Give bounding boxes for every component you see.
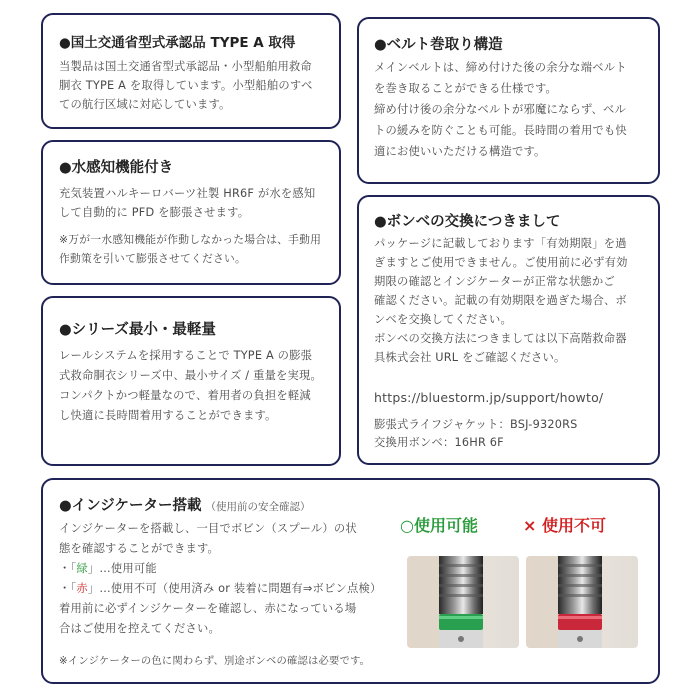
- cylinder-line: 期限の確認とインジケーターが正常な状態かご: [374, 275, 615, 288]
- ok-label: ○使用可能: [400, 516, 478, 535]
- cylinder-line: 確認ください。記載の有効期限を過ぎた場合、ボ: [374, 294, 627, 307]
- indicator-footnote: ※インジケーターの色に関わらず、別途ボンベの確認は必要です。: [59, 655, 371, 667]
- green-prefix: ・「: [59, 562, 77, 575]
- cylinder-spec: [374, 416, 578, 452]
- water-sensor-body: [59, 184, 315, 222]
- belt-title: ●ベルト巻取り構造: [374, 37, 503, 53]
- indicator-photo-green: [407, 556, 519, 648]
- lightweight-body: [59, 346, 322, 426]
- indicator-red-line: [59, 579, 382, 599]
- lightweight-title: ●シリーズ最小・最軽量: [59, 322, 216, 338]
- indicator-card: [41, 478, 660, 684]
- indicator-body: [59, 519, 382, 639]
- indicator-line: インジケーターを搭載し、一目でボビン（スプール）の状: [59, 522, 357, 535]
- cylinder-title: ●ボンベの交換につきまして: [374, 214, 561, 230]
- indicator-green-line: [59, 559, 382, 579]
- lightweight-line: 式救命胴衣シリーズ中、最小サイズ / 重量を実現。: [59, 369, 323, 382]
- cylinder-spec-line: 交換用ボンベ：16HR 6F: [374, 436, 504, 449]
- red-suffix: 」…使用不可（使用済み or 装着に問題有⇒ボビン点検）: [87, 582, 382, 595]
- lightweight-line: レールシステムを採用することで TYPE A の膨張: [59, 349, 313, 362]
- type-a-title: ●国土交通省型式承認品 TYPE A 取得: [59, 35, 296, 51]
- type-a-body: [59, 57, 313, 114]
- cylinder-card: [357, 195, 660, 465]
- belt-line: 締め付け後の余分なベルトが邪魔にならず、ベル: [374, 103, 627, 116]
- water-sensor-line: して自動的に PFD を膨張させます。: [59, 206, 250, 219]
- water-sensor-card: [41, 140, 341, 285]
- water-sensor-line: 充気装置ハルキーロバーツ社製 HR6F が水を感知: [59, 187, 316, 200]
- belt-line: トの緩みを防ぐことも可能。長時間の着用でも快: [374, 124, 627, 137]
- lightweight-card: [41, 296, 341, 466]
- cylinder-line: ぎますとご使用できません。ご使用前に必ず有効: [374, 256, 628, 269]
- red-prefix: ・「: [59, 582, 77, 595]
- support-url-link[interactable]: https://bluestorm.jp/support/howto/: [374, 390, 604, 405]
- lightweight-line: コンパクトかつ軽量なので、着用者の負担を軽減: [59, 389, 311, 402]
- green-word: 緑: [76, 562, 88, 575]
- type-a-line: 胴衣 TYPE A を取得しています。小型船舶のすべ: [59, 79, 313, 92]
- green-suffix: 」…使用可能: [87, 562, 157, 575]
- cylinder-body: [374, 234, 628, 367]
- lightweight-line: し快適に長時間着用することができます。: [59, 409, 277, 422]
- water-sensor-title: ●水感知機能付き: [59, 160, 174, 176]
- belt-body: [374, 57, 627, 162]
- belt-line: メインベルトは、締め付けた後の余分な端ベルト: [374, 61, 627, 74]
- indicator-line: 着用前に必ずインジケーターを確認し、赤になっている場: [59, 602, 357, 615]
- indicator-title-text: ●インジケーター搭載: [59, 498, 202, 514]
- indicator-title: [59, 494, 311, 515]
- indicator-line: 合はご使用を控えてください。: [59, 622, 220, 635]
- red-word: 赤: [76, 582, 88, 595]
- water-sensor-note: [59, 230, 321, 268]
- indicator-title-note: （使用前の安全確認）: [205, 501, 311, 513]
- type-a-line: ての航行区域に対応しています。: [59, 98, 231, 111]
- belt-line: 適にお使いいただける構造です。: [374, 145, 546, 158]
- cylinder-spec-line: 膨張式ライフジャケット：BSJ-9320RS: [374, 418, 578, 431]
- indicator-photo-red: [526, 556, 638, 648]
- belt-line: を巻き取ることができる仕様です。: [374, 82, 558, 95]
- cylinder-green-image: [407, 556, 519, 648]
- cylinder-red-image: [526, 556, 638, 648]
- cylinder-line: ンベを交換してください。: [374, 313, 512, 326]
- water-sensor-note-line: ※万が一水感知機能が作動しなかった場合は、手動用: [59, 233, 322, 246]
- cylinder-line: パッケージに記載しております「有効期限」を過: [374, 237, 627, 250]
- belt-card: [357, 17, 660, 184]
- indicator-line: 態を確認することができます。: [59, 542, 220, 555]
- water-sensor-note-line: 作動策を引いて膨張させてください。: [59, 252, 246, 265]
- ng-label: × 使用不可: [523, 516, 606, 535]
- type-a-card: [41, 13, 341, 129]
- cylinder-line: ボンベの交換方法につきましては以下高階救命器: [374, 332, 627, 345]
- type-a-line: 当製品は国土交通省型式承認品・小型船舶用救命: [59, 60, 312, 73]
- cylinder-line: 具株式会社 URL をご確認ください。: [374, 351, 566, 364]
